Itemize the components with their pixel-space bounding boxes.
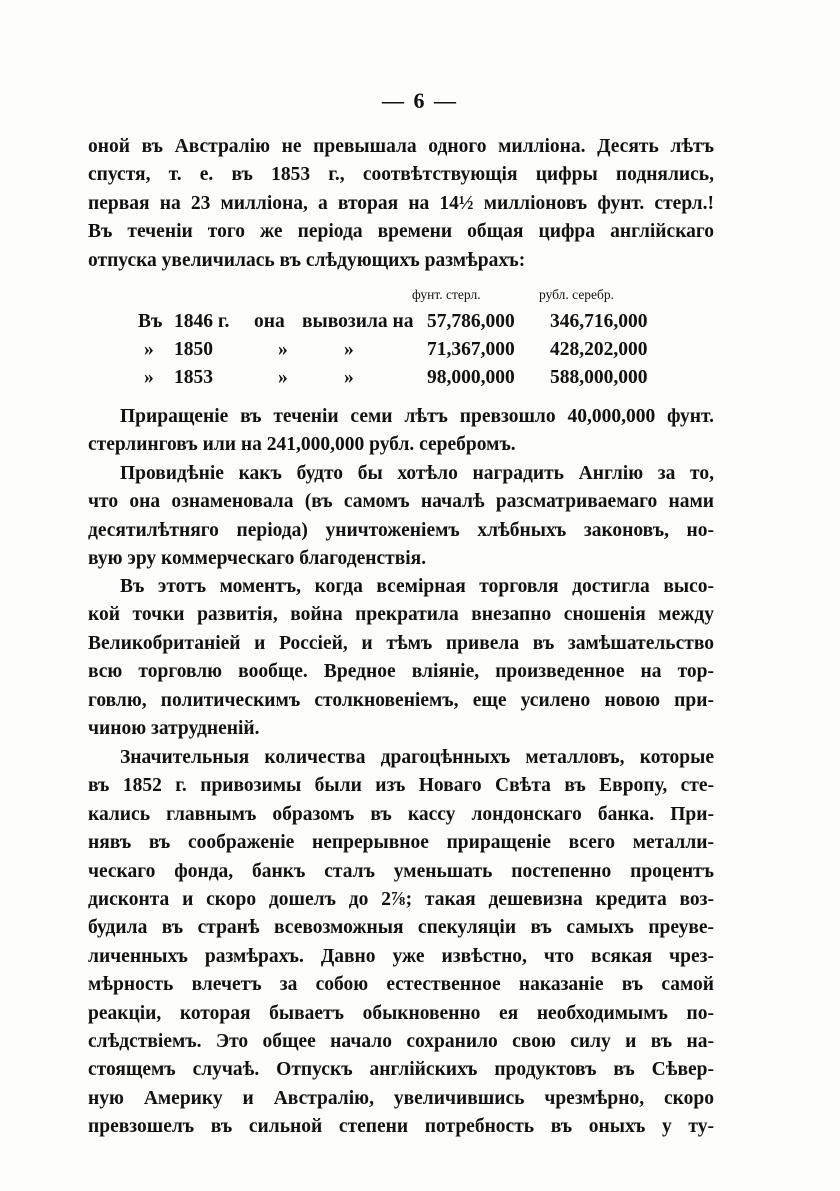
text-line: мѣрность влечетъ за собою естественное наказаніе въ самой: [88, 974, 714, 996]
table-header-pounds: фунт. стерл.: [412, 287, 481, 302]
text-line: ную Америку и Австралію, увеличившись чрезмѣрно, скоро: [88, 1087, 714, 1109]
text-line: будила въ странѣ всевозможныя спекуляціи въ самыхъ преуве-: [88, 917, 714, 939]
text-line: стоящемъ случаѣ. Отпускъ англійскихъ продуктовъ въ Сѣвер-: [88, 1059, 714, 1081]
row-text-1: »: [278, 339, 288, 360]
text-line: спустя, т. е. въ 1853 г., соотвѣтствующія цифры поднялись,: [88, 164, 714, 186]
text-line: чиною затрудненій.: [88, 717, 260, 739]
text-line: говлю, политическимъ столкновеніемъ, еще усилено новою при-: [88, 689, 714, 711]
row-prefix: Въ: [138, 311, 163, 332]
paragraph: [88, 133, 714, 275]
paragraph: [88, 460, 714, 574]
paragraph: [88, 573, 714, 743]
page-number: — 6 —: [382, 88, 458, 113]
text-line: первая на 23 милліона, а вторая на 14½ милліоновъ фунт. стерл.!: [88, 192, 714, 214]
row-pounds: 71,367,000: [427, 339, 515, 360]
row-text-1: »: [278, 367, 288, 388]
text-line: кой точки развитія, война прекратила внезапно сношенія между: [88, 604, 714, 626]
row-text-2: »: [344, 339, 354, 360]
text-line: десятилѣтняго періода) уничтоженіемъ хлѣбныхъ законовъ, но-: [88, 519, 714, 541]
text-line: Провидѣніе какъ будто бы хотѣло наградить Англію за то,: [120, 463, 714, 484]
text-line: дисконта и скоро дошелъ до 2⅞; такая дешевизна кредита воз-: [88, 888, 714, 910]
text-line: личенныхъ размѣрахъ. Давно уже извѣстно, что всякая чрез-: [88, 945, 714, 967]
text-line: Великобританіей и Россіей, и тѣмъ привела въ замѣшательство: [88, 632, 714, 654]
text-line: превзошелъ въ сильной степени потребность въ оныхъ у ту-: [88, 1116, 714, 1138]
text-line: стерлинговъ или на 241,000,000 рубл. серебромъ.: [88, 434, 516, 456]
text-line: реакціи, которая бываетъ обыкновенно ея необходимымъ по-: [88, 1002, 714, 1024]
text-line: кались главнымъ образомъ въ кассу лондонскаго банка. При-: [88, 803, 714, 825]
text-line: вую эру коммерческаго благоденствія.: [88, 548, 427, 570]
row-rubles: 346,716,000: [550, 311, 648, 332]
row-prefix: »: [144, 339, 154, 360]
row-text-2: »: [344, 367, 354, 388]
text-line: всю торговлю вообще. Вредное вліяніе, произведенное на тор-: [88, 661, 714, 683]
text-line: слѣдствіемъ. Это общее начало сохранило свою силу и въ на-: [88, 1030, 714, 1052]
row-year: 1846 г.: [174, 311, 230, 332]
row-year: 1853: [174, 367, 213, 388]
row-rubles: 588,000,000: [550, 367, 648, 388]
row-text-1: она: [254, 311, 285, 332]
paragraph: [88, 403, 714, 460]
row-prefix: »: [144, 367, 154, 388]
paragraph: [88, 744, 714, 1141]
row-rubles: 428,202,000: [550, 339, 648, 360]
row-year: 1850: [174, 339, 213, 360]
row-pounds: 57,786,000: [427, 311, 515, 332]
row-text-2: вывозила на: [302, 311, 414, 332]
text-line: въ 1852 г. привозимы были изъ Новаго Свѣта въ Европу, сте-: [88, 775, 714, 797]
table-header-rubles: рубл. серебр.: [539, 287, 615, 302]
text-line: Приращеніе въ теченіи семи лѣтъ превзошло 40,000,000 фунт.: [120, 406, 714, 427]
text-line: ческаго фонда, банкъ сталъ уменьшать постепенно процентъ: [88, 860, 714, 882]
text-line: нявъ въ соображеніе непрерывное приращеніе всего металли-: [88, 832, 714, 854]
row-pounds: 98,000,000: [427, 367, 515, 388]
text-line: что она ознаменовала (въ самомъ началѣ разсматриваемаго нами: [88, 491, 714, 513]
text-line: Значительныя количества драгоцѣнныхъ металловъ, которые: [120, 747, 714, 768]
text-line: Въ этотъ моментъ, когда всемірная торговля достигла высо-: [120, 576, 714, 597]
text-line: оной въ Австралію не превышала одного милліона. Десять лѣтъ: [88, 136, 714, 157]
text-line: Въ теченіи того же періода времени общая цифра англійскаго: [88, 221, 714, 243]
text-line: отпуска увеличилась въ слѣдующихъ размѣрахъ:: [88, 249, 526, 271]
